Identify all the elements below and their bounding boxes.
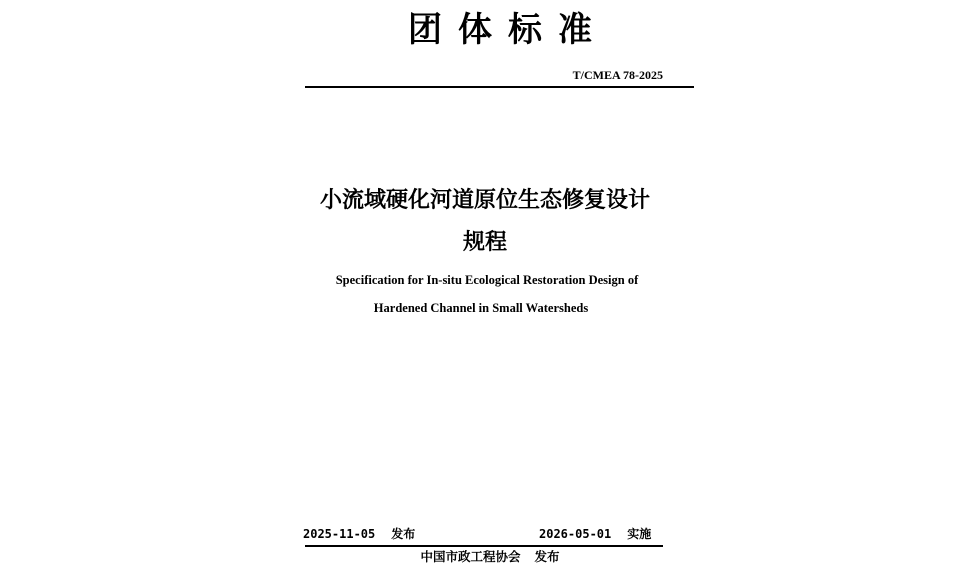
chinese-title-line-1: 小流域硬化河道原位生态修复设计 (319, 188, 650, 213)
implementation-label: 实施 (627, 527, 652, 541)
english-title-line-1: Specification for In-situ Ecological Restoration Design of (335, 273, 639, 287)
header-divider (305, 86, 694, 88)
issue-label: 发布 (391, 527, 416, 541)
chinese-title-line-2: 规程 (462, 230, 507, 255)
footer-divider (305, 545, 663, 547)
issue-date-block (303, 526, 415, 542)
standard-number: T/CMEA 78-2025 (572, 68, 663, 82)
issue-date: 2025-11-05 (303, 527, 376, 541)
implementation-date: 2026-05-01 (539, 527, 612, 541)
implementation-date-block (539, 526, 651, 542)
publisher-line (0, 549, 970, 565)
publisher-label: 发布 (534, 549, 560, 564)
english-title-line-2: Hardened Channel in Small Watersheds (373, 301, 589, 315)
standard-category-title: 团体标准 (408, 10, 608, 50)
publisher-name: 中国市政工程协会 (420, 549, 521, 564)
